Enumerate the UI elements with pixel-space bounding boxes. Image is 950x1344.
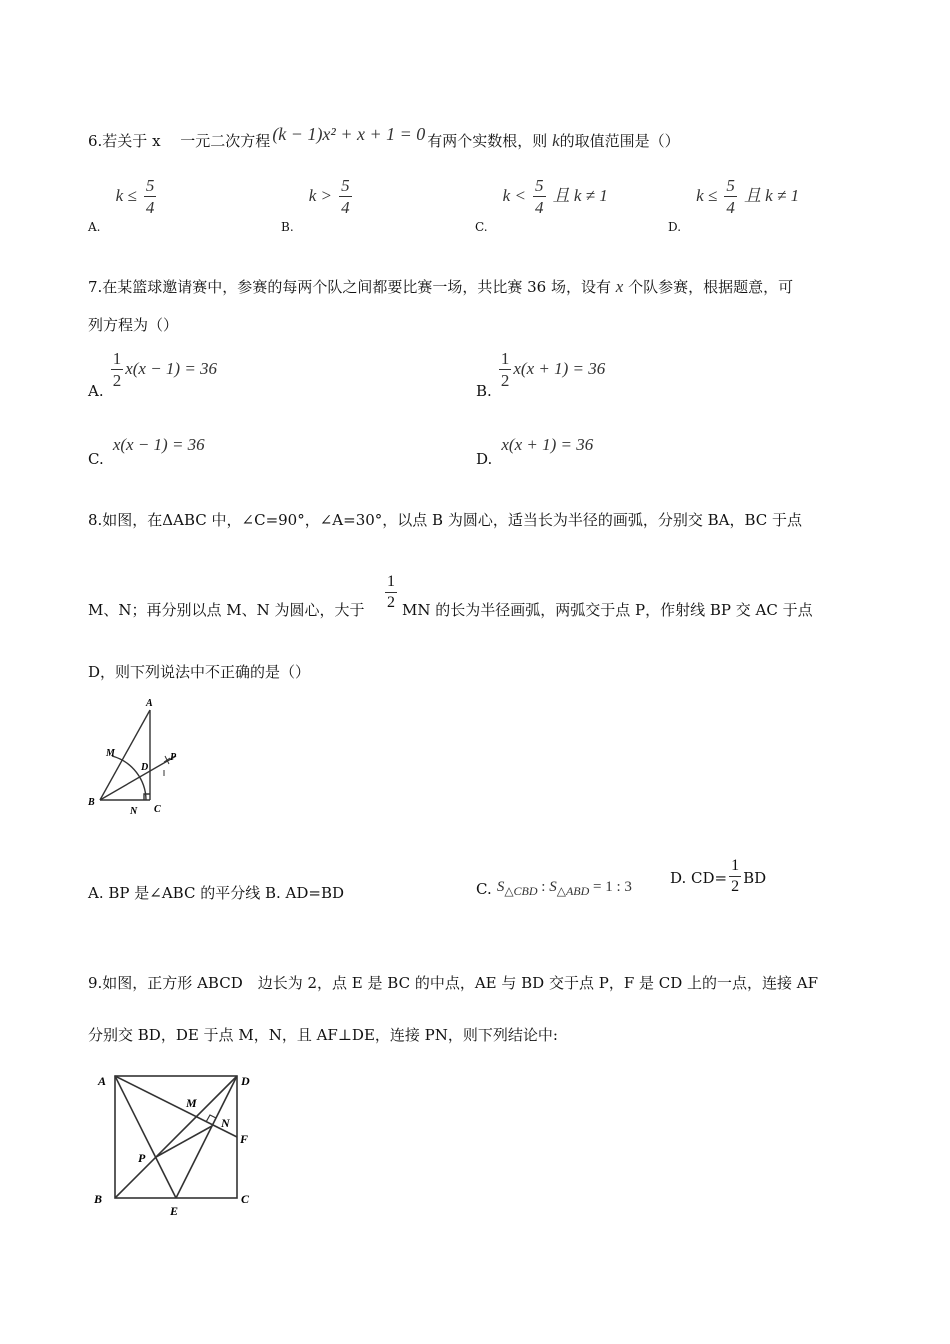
q6-var: k (552, 131, 560, 150)
segment-ae (115, 1076, 176, 1198)
q8-fraction: $\frac{1}{2}$ (387, 573, 395, 611)
label-m: M (106, 748, 115, 759)
label-n: N (221, 1116, 230, 1130)
q7-option-a[interactable]: A. $\frac{1}{2}$ x(x − 1) = 36 (88, 349, 218, 400)
q6-prefix: 6.若关于 x 一元二次方程 (88, 132, 271, 150)
label-b: B (88, 797, 95, 808)
segment-af (115, 1076, 237, 1137)
q6-option-d[interactable]: $_{D.}$ k ≤ $\frac{5}{4}$ 且 k ≠ 1 (668, 176, 800, 234)
q6-option-a[interactable]: $_{A.}$ k ≤ $\frac{5}{4}$ (88, 176, 155, 234)
q6-option-b[interactable]: $_{B.}$ k > $\frac{5}{4}$ (281, 176, 350, 234)
label-e: E (170, 1204, 179, 1218)
label-d: D (141, 762, 149, 773)
label-f: F (240, 1132, 249, 1146)
label-b: B (94, 1192, 103, 1206)
q7-line2: 列方程为（） (88, 316, 179, 334)
label-a: A (98, 1074, 107, 1088)
q6-stem (88, 124, 680, 151)
label-p: P (138, 1151, 146, 1165)
q9-line1: 9.如图，正方形 ABCD 边长为 2，点 E 是 BC 的中点，AE 与 BD 交于点 P，F 是 CD 上的一点，连接 AF (88, 974, 819, 992)
q6-suffix2: 的取值范围是（） (559, 132, 680, 150)
q8-line2: M、N；再分别以点 M、N 为圆心，大于 (88, 601, 365, 619)
label-d: D (241, 1074, 250, 1088)
label-c: C (241, 1192, 250, 1206)
q6-equation: (k − 1)x² + x + 1 = 0 (272, 124, 426, 144)
q8-options-ab[interactable]: A. BP 是∠ABC 的平分线 B. AD=BD (88, 884, 345, 902)
label-n: N (130, 806, 138, 817)
label-a: A (146, 698, 153, 709)
label-p: P (170, 752, 177, 763)
segment-de (176, 1076, 237, 1198)
q8-option-c[interactable]: C. $S_{\triangle CBD}$ : $S_{\triangle ABD} = 1$ : 3 (476, 879, 632, 898)
q9-line2: 分别交 BD，DE 于点 M，N，且 AF⊥DE，连接 PN，则下列结论中: (88, 1026, 558, 1044)
label-m: M (186, 1096, 197, 1110)
q7-option-b[interactable]: B. $\frac{1}{2}$ x(x + 1) = 36 (476, 349, 606, 400)
q8-line1: 8.如图，在ΔABC 中，∠C=90°，∠A=30°，以点 B 为圆心，适当长为半径的画弧，分别交 BA，BC 于点 (88, 511, 803, 529)
q7-option-c[interactable]: C. x(x − 1) = 36 (88, 435, 205, 468)
q8-line3: D，则下列说法中不正确的是（） (88, 663, 311, 681)
right-angle-mark (144, 794, 150, 800)
q6-option-c[interactable]: $_{C.}$ k < $\frac{5}{4}$ 且 k ≠ 1 (475, 176, 608, 234)
q6-suffix: 有两个实数根，则 (427, 132, 548, 150)
q7-option-d[interactable]: D. x(x + 1) = 36 (476, 435, 594, 468)
q7-var: x (615, 277, 624, 296)
q7-line1: 7.在某篮球邀请赛中，参赛的每两个队之间都要比赛一场，共比赛 36 场，设有 x 个队参赛，根据题意，可 (88, 277, 794, 296)
q8-figure (80, 690, 190, 820)
ray-bp (100, 756, 176, 800)
q8-line2b: MN 的长为半径画弧，两弧交于点 P，作射线 BP 交 AC 于点 (402, 601, 813, 619)
q8-option-d[interactable]: D. CD= $\frac{1}{2}$ BD (670, 857, 767, 895)
diagonal-bd (115, 1076, 237, 1198)
label-c: C (154, 804, 161, 815)
q9-figure (88, 1065, 268, 1220)
